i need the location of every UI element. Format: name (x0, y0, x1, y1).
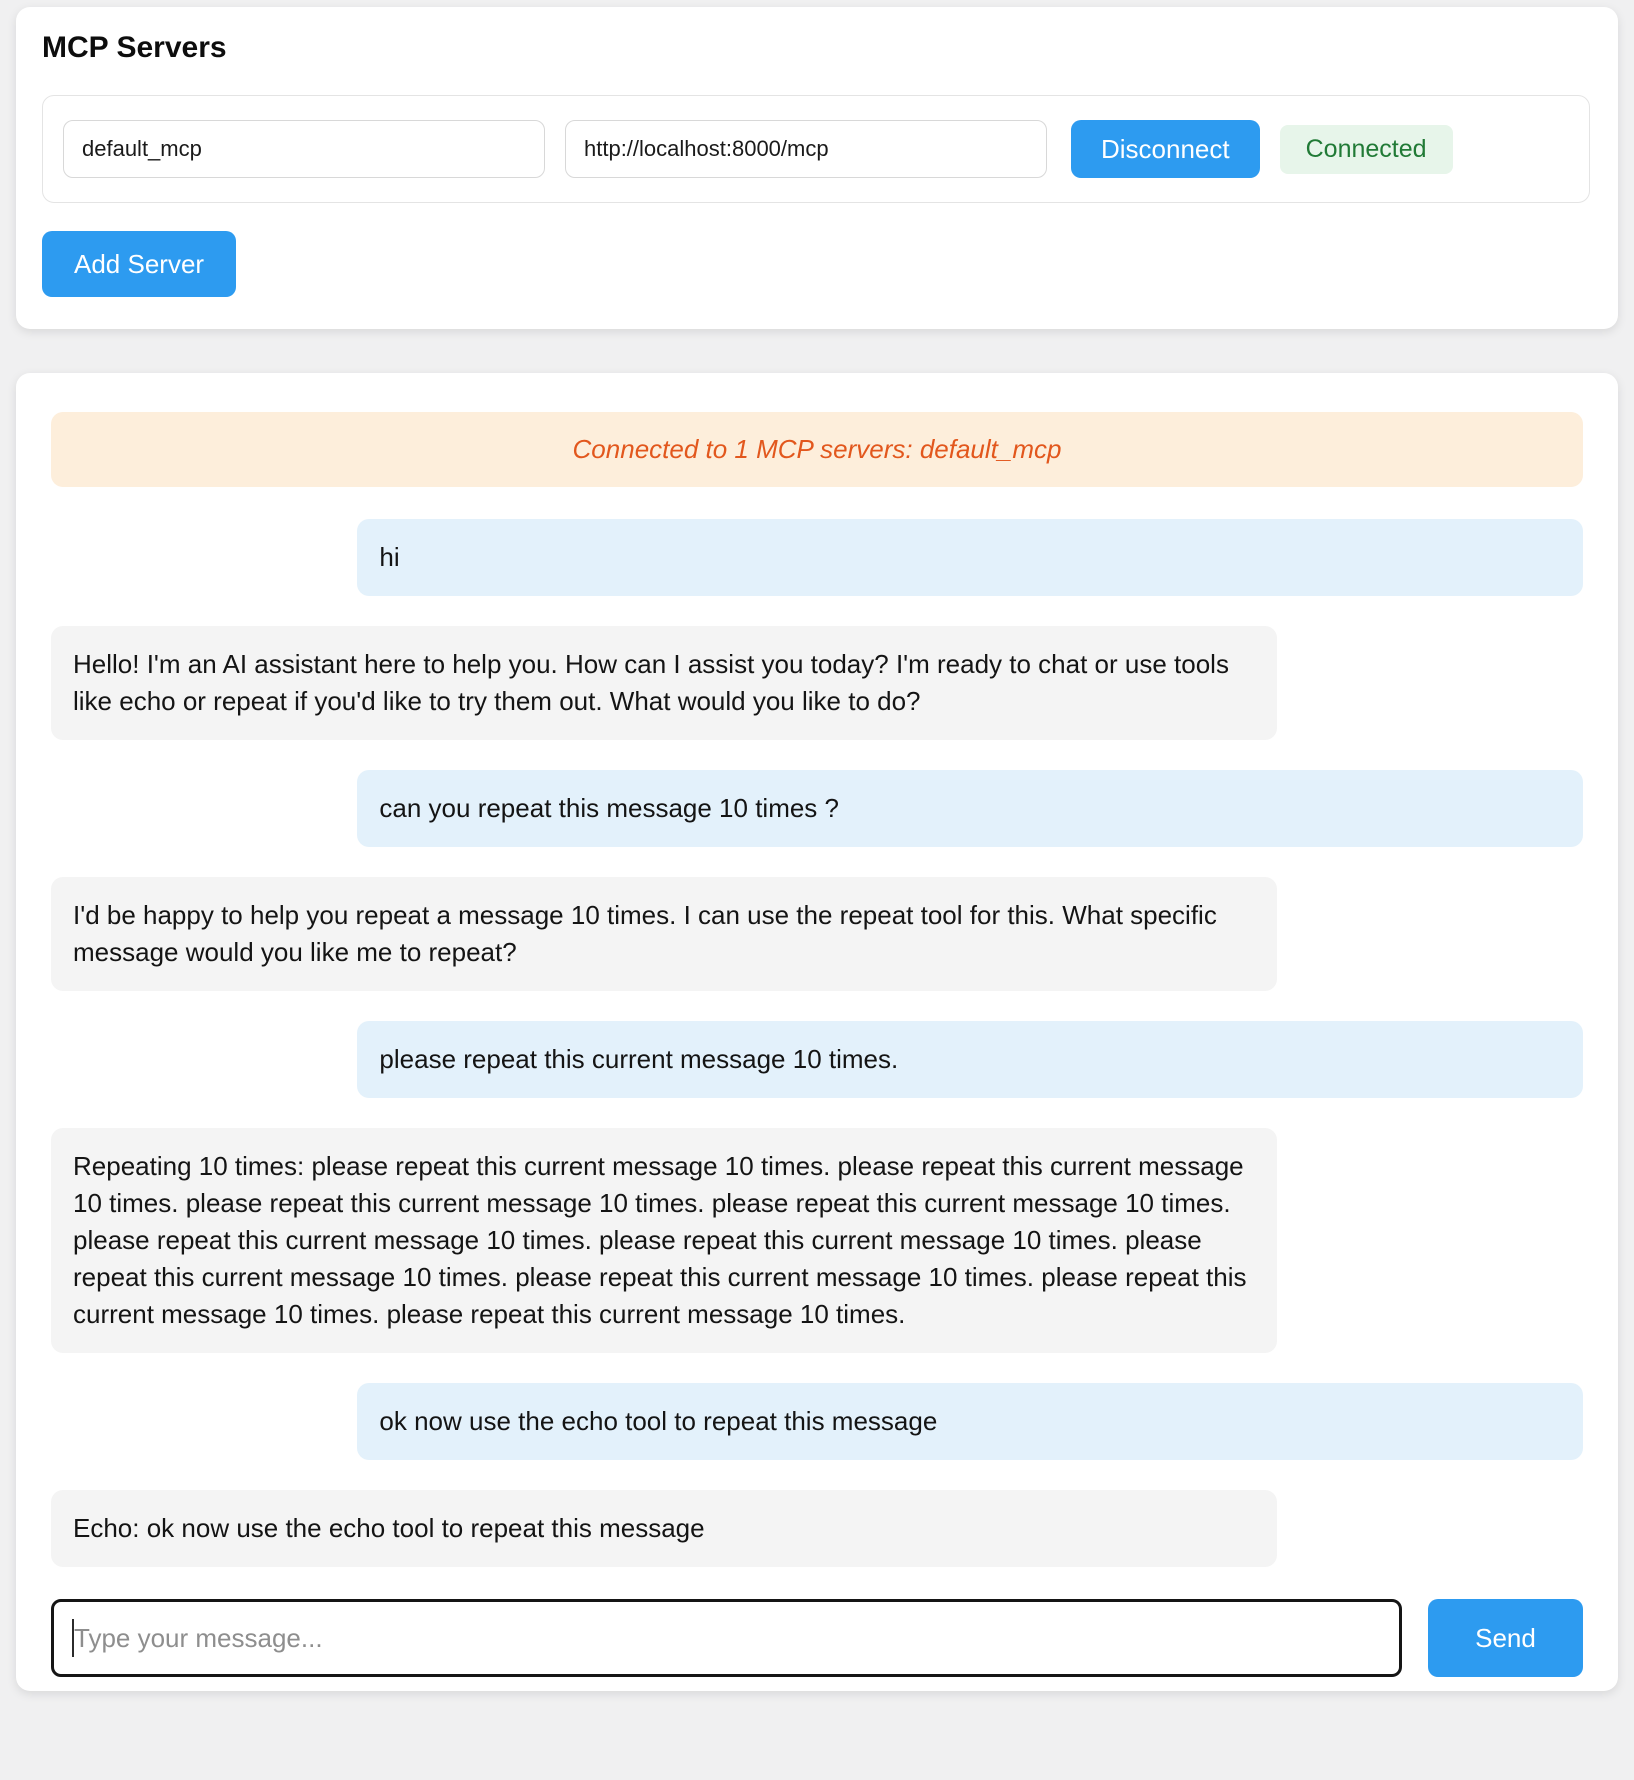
server-name-input[interactable] (63, 120, 545, 178)
chat-message-assistant: Repeating 10 times: please repeat this current message 10 times. please repeat this current message 10 times. please repeat this current message 10 times. please repeat this current message 10 times. please repeat this current message 10 times. please repeat this current message 10 times. please repeat this current message 10 times. please repeat this current message 10 times. please repeat this current message 10 times. please repeat this current message 10 times. (51, 1128, 1277, 1353)
server-row (42, 95, 1590, 203)
server-url-input[interactable] (565, 120, 1047, 178)
add-server-button[interactable]: Add Server (42, 231, 236, 297)
chat-message-user: hi (357, 519, 1583, 596)
chat-message-assistant: I'd be happy to help you repeat a message 10 times. I can use the repeat tool for this. What specific message would you like me to repeat? (51, 877, 1277, 991)
disconnect-button[interactable]: Disconnect (1071, 120, 1260, 178)
chat-message-user: can you repeat this message 10 times ? (357, 770, 1583, 847)
chat-input-row (51, 1599, 1583, 1677)
mcp-servers-panel (16, 7, 1618, 329)
text-cursor (72, 1619, 74, 1657)
chat-input-wrap (51, 1599, 1402, 1677)
chat-message-assistant: Echo: ok now use the echo tool to repeat this message (51, 1490, 1277, 1567)
chat-message-user: please repeat this current message 10 times. (357, 1021, 1583, 1098)
connection-banner: Connected to 1 MCP servers: default_mcp (51, 412, 1583, 487)
connection-status-badge: Connected (1280, 125, 1453, 174)
send-button[interactable]: Send (1428, 1599, 1583, 1677)
chat-message-input[interactable] (51, 1599, 1402, 1677)
chat-message-user: ok now use the echo tool to repeat this message (357, 1383, 1583, 1460)
message-list (51, 519, 1583, 1567)
chat-panel (16, 373, 1618, 1691)
page-title: MCP Servers (42, 31, 227, 64)
chat-message-assistant: Hello! I'm an AI assistant here to help you. How can I assist you today? I'm ready to chat or use tools like echo or repeat if you'd like to try them out. What would you like to do? (51, 626, 1277, 740)
